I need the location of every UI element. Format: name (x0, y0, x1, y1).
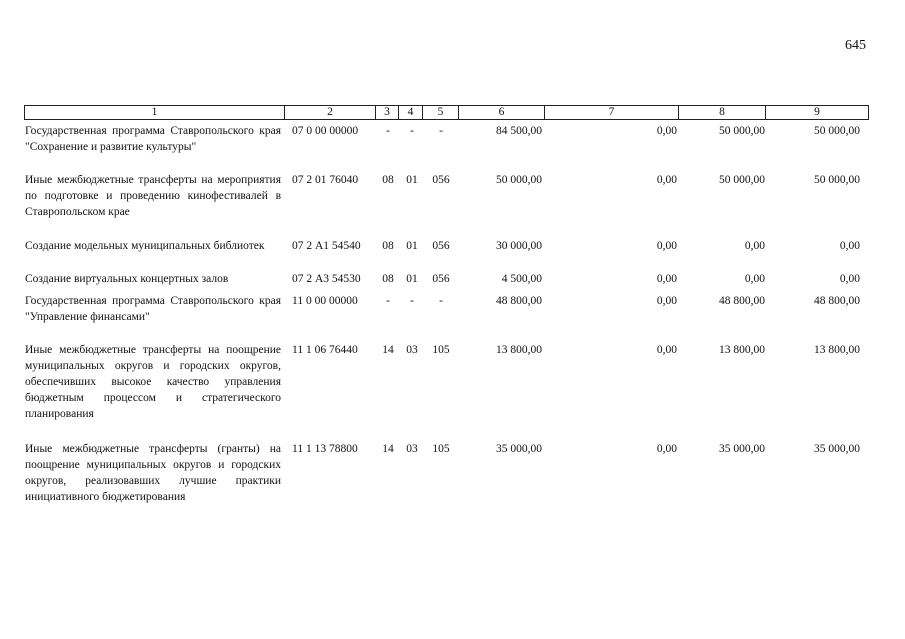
row-name: Иные межбюджетные трансферты на мероприятия по подготовке и проведению кинофестивалей в Ставропольском крае (25, 174, 281, 218)
row-name: Создание модельных муниципальных библиотек (25, 240, 265, 252)
row-expense-type: - (439, 125, 443, 137)
table-header-row (24, 105, 869, 120)
header-col-7: 7 (545, 106, 679, 119)
header-col-4: 4 (399, 106, 423, 119)
row-subsection: 03 (406, 443, 418, 455)
row-subsection: 01 (406, 240, 418, 252)
row-subsection: 01 (406, 174, 418, 186)
row-value-8: 35 000,00 (719, 443, 765, 455)
row-section: 14 (382, 344, 394, 356)
row-value-7: 0,00 (656, 174, 677, 186)
row-value-9: 0,00 (839, 273, 860, 285)
row-expense-type: 105 (432, 344, 450, 356)
row-value-7: 0,00 (656, 295, 677, 307)
row-code: 07 0 00 00000 (292, 125, 359, 137)
row-value-6: 48 800,00 (496, 295, 542, 307)
row-expense-type: 056 (432, 174, 450, 186)
row-name: Иные межбюджетные трансферты (гранты) на поощрение муниципальных округов и городских округов, реализовавших лучшие практики инициативного бюджетирования (25, 443, 281, 503)
row-value-9: 50 000,00 (814, 174, 860, 186)
row-value-8: 0,00 (744, 240, 765, 252)
row-name: Создание виртуальных концертных залов (25, 273, 229, 285)
row-code: 07 2 А1 54540 (292, 240, 361, 252)
row-value-7: 0,00 (656, 240, 677, 252)
header-col-3: 3 (376, 106, 399, 119)
row-section: - (386, 295, 390, 307)
row-expense-type: 105 (432, 443, 450, 455)
row-name: Государственная программа Ставропольского края "Сохранение и развитие культуры" (25, 125, 281, 153)
row-subsection: - (410, 125, 414, 137)
row-value-6: 50 000,00 (496, 174, 542, 186)
row-value-9: 0,00 (839, 240, 860, 252)
header-col-6: 6 (459, 106, 545, 119)
row-value-8: 48 800,00 (719, 295, 765, 307)
row-section: 08 (382, 273, 394, 285)
row-value-9: 48 800,00 (814, 295, 860, 307)
header-col-1: 1 (25, 106, 285, 119)
row-value-7: 0,00 (656, 344, 677, 356)
row-code: 07 2 А3 54530 (292, 273, 361, 285)
row-value-6: 30 000,00 (496, 240, 542, 252)
row-code: 11 0 00 00000 (292, 295, 358, 307)
row-subsection: - (410, 295, 414, 307)
row-value-9: 35 000,00 (814, 443, 860, 455)
row-value-9: 50 000,00 (814, 125, 860, 137)
header-col-8: 8 (679, 106, 766, 119)
row-section: - (386, 125, 390, 137)
header-col-2: 2 (285, 106, 376, 119)
header-col-5: 5 (423, 106, 459, 119)
row-code: 07 2 01 76040 (292, 174, 359, 186)
row-value-8: 50 000,00 (719, 125, 765, 137)
row-value-6: 13 800,00 (496, 344, 542, 356)
row-value-6: 35 000,00 (496, 443, 542, 455)
header-col-9: 9 (814, 106, 820, 118)
row-value-8: 50 000,00 (719, 174, 765, 186)
row-value-7: 0,00 (656, 125, 677, 137)
row-value-6: 84 500,00 (496, 125, 542, 137)
row-value-8: 13 800,00 (719, 344, 765, 356)
row-value-7: 0,00 (656, 273, 677, 285)
row-name: Государственная программа Ставропольского края "Управление финансами" (25, 295, 281, 323)
row-section: 14 (382, 443, 394, 455)
row-subsection: 03 (406, 344, 418, 356)
row-name: Иные межбюджетные трансферты на поощрение муниципальных округов и городских округов, обеспечивших высокое качество управления бюджетным процессом и стратегического планирования (25, 344, 281, 420)
row-code: 11 1 13 78800 (292, 443, 358, 455)
row-section: 08 (382, 240, 394, 252)
row-value-8: 0,00 (744, 273, 765, 285)
page-number: 645 (845, 38, 866, 53)
row-expense-type: - (439, 295, 443, 307)
row-expense-type: 056 (432, 240, 450, 252)
row-value-6: 4 500,00 (501, 273, 542, 285)
row-section: 08 (382, 174, 394, 186)
row-value-9: 13 800,00 (814, 344, 860, 356)
row-code: 11 1 06 76440 (292, 344, 358, 356)
row-value-7: 0,00 (656, 443, 677, 455)
row-subsection: 01 (406, 273, 418, 285)
row-expense-type: 056 (432, 273, 450, 285)
